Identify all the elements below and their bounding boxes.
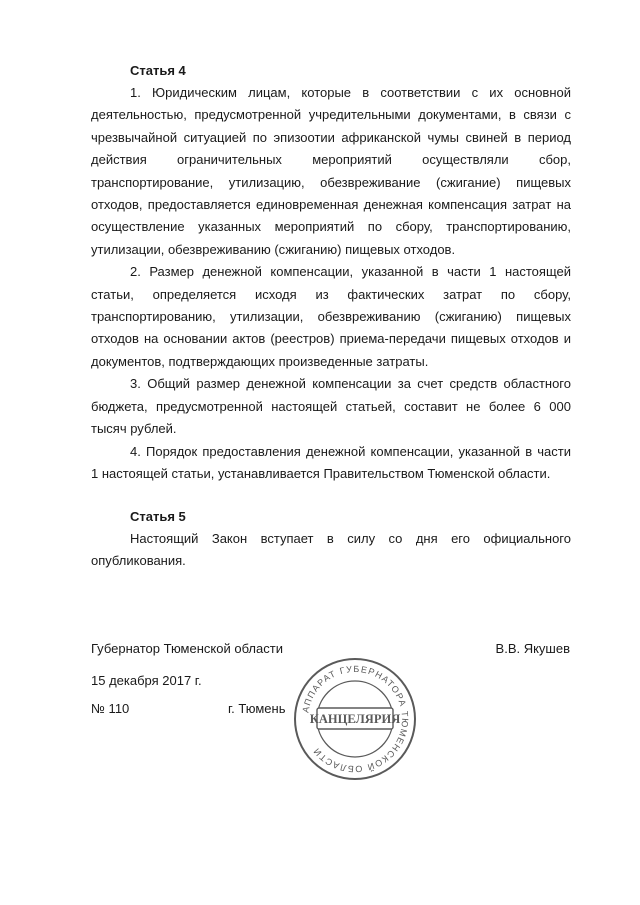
article-4-paragraph-1: 1. Юридическим лицам, которые в соответствии с их основной деятельностью, предусмотренной учредительными документами, в связи с чрезвычайной ситуацией по эпизоотии африканской чумы свиней в период действия ограничительных мероприятий осуществляли сбор, транспортирование, утилизацию, обезвреживание (сжигание) пищевых отходов, предоставляется единовременная денежная компенсация затрат на осуществление указанных мероприятий по сбору, транспортированию, утилизации, обезвреживанию (сжиганию) пищевых отходов. [91, 85, 571, 257]
article-4-heading: Статья 4 [130, 63, 186, 78]
document-city: г. Тюмень [228, 701, 286, 716]
document-number: № 110 [91, 701, 130, 716]
office-stamp [291, 655, 419, 783]
signature-date: 15 декабря 2017 г. [91, 673, 202, 688]
article-4 [91, 60, 571, 485]
article-5-paragraph-1: Настоящий Закон вступает в силу со дня его официального опубликования. [91, 531, 571, 569]
stamp-ring-text: АППАРАТ ГУБЕРНАТОРА ТЮМЕНСКОЙ ОБЛАСТИ [300, 663, 411, 775]
signature-name: В.В. Якушев [495, 641, 570, 656]
stamp-seal-icon [291, 655, 419, 783]
signature-position: Губернатор Тюменской области [91, 641, 283, 656]
article-4-paragraph-3: 3. Общий размер денежной компенсации за счет средств областного бюджета, предусмотренной настоящей статьей, составит не более 6 000 тысяч рублей. [91, 376, 571, 437]
article-4-paragraph-2: 2. Размер денежной компенсации, указанной в части 1 настоящей статьи, определяется исходя из фактических затрат по сбору, транспортированию, утилизации, обезвреживанию (сжиганию) пищевых отходов на основании актов (реестров) приема-передачи пищевых отходов и документов, подтверждающих произведенные затраты. [91, 264, 571, 369]
article-5 [91, 506, 571, 573]
article-4-paragraph-4: 4. Порядок предоставления денежной компенсации, указанной в части 1 настоящей статьи, устанавливается Правительством Тюменской области. [91, 443, 571, 481]
stamp-center-text: КАНЦЕЛЯРИЯ [309, 712, 401, 726]
article-5-heading: Статья 5 [130, 509, 186, 524]
